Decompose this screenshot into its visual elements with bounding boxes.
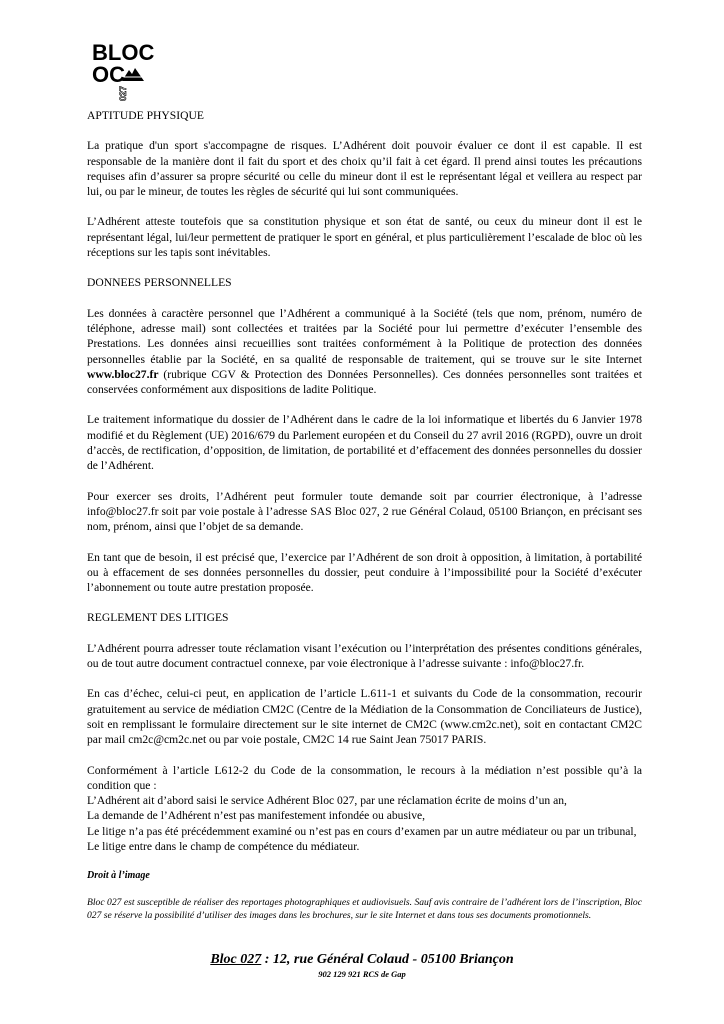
text-span: (rubrique CGV & Protection des Données Personnelles). Ces données personnelles sont traitées et conservées conformément aux dispositions de ladite Politique. bbox=[87, 367, 642, 397]
image-rights-text: Bloc 027 est susceptible de réaliser des reportages photographiques et audiovisuels. Sauf avis contraire de l’adhérent lors de l’inscription, Bloc 027 se réserve la possibilité d’utiliser des images dans les brochures, sur le site Internet et dans tous ses documents promotionnels. bbox=[87, 896, 642, 922]
paragraph bbox=[87, 306, 642, 398]
paragraph: L’Adhérent pourra adresser toute réclamation visant l’exécution ou l’interprétation des présentes conditions générales, ou de tout autre document contractuel connexe, par voie électronique à l’adresse suivante : info@bloc27.fr. bbox=[87, 641, 642, 671]
section-title-image: Droit à l’image bbox=[87, 870, 150, 882]
condition-line: La demande de l’Adhérent n’est pas manifestement infondée ou abusive, bbox=[87, 809, 426, 823]
document-body bbox=[87, 108, 642, 938]
footer-address: : 12, rue Général Colaud - 05100 Briançon bbox=[261, 952, 514, 967]
page-footer bbox=[0, 952, 724, 980]
condition-line: Le litige entre dans le champ de compétence du médiateur. bbox=[87, 839, 360, 853]
footer-brand: Bloc 027 bbox=[210, 952, 262, 967]
logo-line1: BLOC bbox=[92, 40, 155, 65]
website-link[interactable]: www.bloc27.fr bbox=[87, 367, 159, 381]
paragraph: La pratique d'un sport s'accompagne de risques. L’Adhérent doit pouvoir évaluer ce dont il est capable. Il est responsable de la manière dont il fait du sport et des choix qu’il fait à cet égard. Il prend ainsi toutes les précautions requises afin d’assurer sa propre sécurité ou celle du mineur dont il est le représentant légal et veillera au respect par lui, ou par le mineur, de toutes les règles de sécurité qui lui sont communiquées. bbox=[87, 139, 642, 199]
logo-number: 027 bbox=[118, 86, 128, 102]
condition-line: Le litige n’a pas été précédemment examiné ou n’est pas en cours d’examen par un autre médiateur ou par un tribunal, bbox=[87, 824, 637, 838]
section-title-litiges: REGLEMENT DES LITIGES bbox=[87, 611, 229, 625]
footer-address-line bbox=[0, 952, 724, 968]
paragraph: Conformément à l’article L612-2 du Code de la consommation, le recours à la médiation n’est possible qu’à la condition que : bbox=[87, 763, 642, 792]
condition-line: L’Adhérent ait d’abord saisi le service Adhérent Bloc 027, par une réclamation écrite de moins d’un an, bbox=[87, 794, 567, 808]
paragraph: L’Adhérent atteste toutefois que sa constitution physique et son état de santé, ou ceux du mineur dont il est le représentant légal, lui/leur permettent de pratiquer le sport en général, et plus particulièrement l’escalade de bloc où les réceptions sur les tapis sont inévitables. bbox=[87, 215, 642, 260]
footer-rcs: 902 129 921 RCS de Gap bbox=[318, 969, 406, 979]
paragraph: En tant que de besoin, il est précisé que, l’exercice par l’Adhérent de son droit à opposition, à limitation, à portabilité ou à effacement de ses données personnelles du dossier, peut conduire à l’impossibilité pour la Société d’exécuter l’abonnement ou toute autre prestation proposée. bbox=[87, 550, 642, 595]
bloc027-logo bbox=[84, 40, 155, 106]
text-span: Les données à caractère personnel que l’Adhérent a communiqué à la Société (tels que nom, prénom, numéro de téléphone, adresse mail) sont collectées et traitées par la Société pour lui permettre d’exécuter l’ensemble des Prestations. Les données ainsi recueillies sont traitées conformément à la Politique de protection des données personnelles établie par la Société, en sa qualité de responsable de traitement, qui se trouve sur le site Internet bbox=[87, 306, 642, 366]
mountain-icon bbox=[122, 66, 144, 82]
section-title-donnees: DONNEES PERSONNELLES bbox=[87, 276, 232, 290]
paragraph: Le traitement informatique du dossier de l’Adhérent dans le cadre de la loi informatique et libertés du 6 Janvier 1978 modifié et du Règlement (UE) 2016/679 du Parlement européen et du Conseil du 27 avril 2016 (RGPD), ouvre un droit d’accès, de rectification, d’opposition, de limitation, de portabilité et d’effacement des données personnelles du dossier de l’Adhérent. bbox=[87, 413, 642, 473]
section-title-aptitude: APTITUDE PHYSIQUE bbox=[87, 109, 204, 122]
logo-line2: OC bbox=[92, 62, 125, 87]
paragraph: Pour exercer ses droits, l’Adhérent peut formuler toute demande soit par courrier électronique, à l’adresse info@bloc27.fr soit par voie postale à l’adresse SAS Bloc 027, 2 rue Général Colaud, 05100 Briançon, en précisant ses nom, prénom, ainsi que l’objet de sa demande. bbox=[87, 489, 642, 534]
paragraph: En cas d’échec, celui-ci peut, en application de l’article L.611-1 et suivants du Code de la consommation, recourir gratuitement au service de médiation CM2C (Centre de la Médiation de la Consommation de Conciliateurs de Justice), soit en remplissant le formulaire directement sur le site internet de CM2C (www.cm2c.net), soit en contactant CM2C par mail cm2c@cm2c.net ou par voie postale, CM2C 14 rue Saint Jean 75017 PARIS. bbox=[87, 687, 642, 747]
